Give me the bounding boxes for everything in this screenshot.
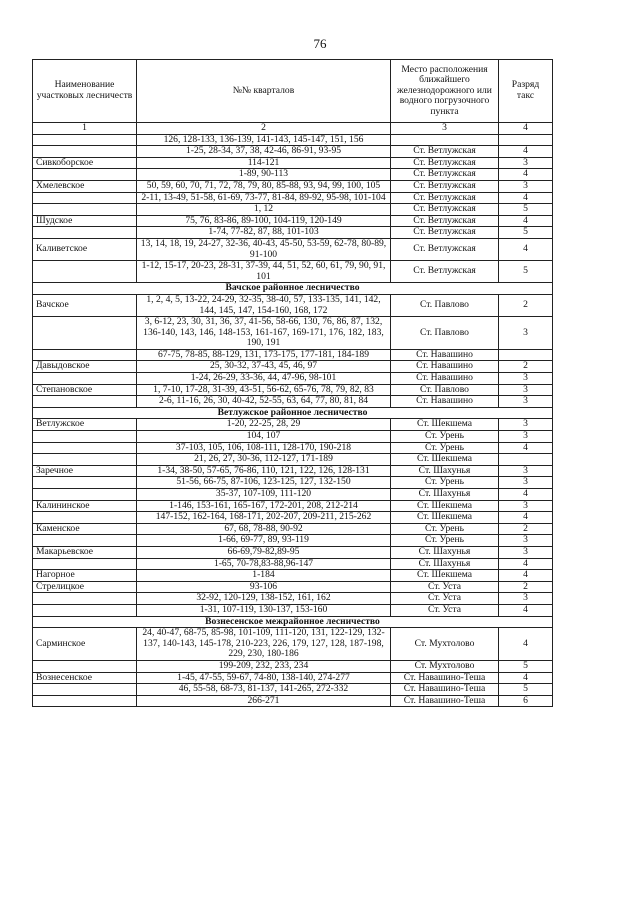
- quarters-cell: 1-184: [137, 570, 391, 582]
- quarters-cell: 1-146, 153-161, 165-167, 172-201, 208, 212-214: [137, 500, 391, 512]
- quarters-cell: 2-6, 11-16, 26, 30, 40-42, 52-55, 63, 64, 77, 80, 81, 84: [137, 396, 391, 408]
- loading-point-cell: Ст. Мухтолово: [391, 660, 499, 672]
- table-row: [33, 660, 553, 672]
- forestry-name-cell: [33, 512, 137, 524]
- loading-point-cell: Ст. Навашино-Теша: [391, 672, 499, 684]
- loading-point-cell: Ст. Ветлужская: [391, 157, 499, 169]
- table-row: [33, 294, 553, 316]
- forestry-name-cell: Каливетское: [33, 238, 137, 260]
- tax-rank-cell: [499, 134, 553, 146]
- quarters-cell: 1-31, 107-119, 130-137, 153-160: [137, 604, 391, 616]
- quarters-cell: 32-92, 120-129, 138-152, 161, 162: [137, 593, 391, 605]
- tax-rank-cell: 2: [499, 361, 553, 373]
- tax-rank-cell: 3: [499, 157, 553, 169]
- section-row: [33, 616, 553, 628]
- forestry-name-cell: [33, 695, 137, 707]
- tax-rank-cell: 4: [499, 192, 553, 204]
- forestry-name-cell: Макарьевское: [33, 546, 137, 558]
- col-number: 4: [499, 123, 553, 135]
- tax-rank-cell: 3: [499, 465, 553, 477]
- table-row: [33, 192, 553, 204]
- table-row: [33, 227, 553, 239]
- table-row: [33, 684, 553, 696]
- loading-point-cell: Ст. Ветлужская: [391, 215, 499, 227]
- forestry-name-cell: Калининское: [33, 500, 137, 512]
- tax-rank-cell: 3: [499, 373, 553, 385]
- tax-rank-cell: 3: [499, 419, 553, 431]
- forestry-name-cell: Ветлужское: [33, 419, 137, 431]
- tax-rank-cell: 3: [499, 180, 553, 192]
- loading-point-cell: Ст. Урень: [391, 431, 499, 443]
- section-title: Ветлужское районное лесничество: [33, 407, 553, 419]
- section-title: Вачское районное лесничество: [33, 283, 553, 295]
- tax-rank-cell: 4: [499, 169, 553, 181]
- loading-point-cell: Ст. Ветлужская: [391, 169, 499, 181]
- loading-point-cell: Ст. Шахунья: [391, 489, 499, 501]
- forestry-name-cell: [33, 431, 137, 443]
- quarters-cell: 1, 7-10, 17-28, 31-39, 43-51, 56-62, 65-76, 78, 79, 82, 83: [137, 384, 391, 396]
- table-row: [33, 500, 553, 512]
- forestry-name-cell: [33, 317, 137, 350]
- quarters-cell: 1-65, 70-78,83-88,96-147: [137, 558, 391, 570]
- forestry-name-cell: [33, 349, 137, 361]
- table-row: [33, 146, 553, 158]
- tax-rank-cell: 4: [499, 146, 553, 158]
- loading-point-cell: Ст. Павлово: [391, 294, 499, 316]
- forestry-name-cell: Вачское: [33, 294, 137, 316]
- loading-point-cell: Ст. Навашино-Теша: [391, 684, 499, 696]
- tax-rank-cell: 4: [499, 570, 553, 582]
- loading-point-cell: Ст. Навашино: [391, 349, 499, 361]
- table-row: [33, 373, 553, 385]
- quarters-cell: 104, 107: [137, 431, 391, 443]
- loading-point-cell: Ст. Уста: [391, 604, 499, 616]
- loading-point-cell: Ст. Ветлужская: [391, 227, 499, 239]
- table-row: [33, 628, 553, 661]
- table-row: [33, 454, 553, 466]
- forestry-name-cell: [33, 604, 137, 616]
- loading-point-cell: Ст. Ветлужская: [391, 192, 499, 204]
- forestry-name-cell: [33, 204, 137, 216]
- table-row: [33, 431, 553, 443]
- quarters-cell: 1-34, 38-50, 57-65, 76-86, 110, 121, 122, 126, 128-131: [137, 465, 391, 477]
- tax-rank-cell: 3: [499, 431, 553, 443]
- table-row: [33, 558, 553, 570]
- quarters-cell: 1-20, 22-25, 28, 29: [137, 419, 391, 431]
- tax-rank-cell: 3: [499, 500, 553, 512]
- forestry-name-cell: [33, 134, 137, 146]
- tax-rank-cell: 5: [499, 261, 553, 283]
- section-title: Вознесенское межрайонное лесничество: [33, 616, 553, 628]
- quarters-cell: 1-24, 26-29, 33-36, 44, 47-96, 98-101: [137, 373, 391, 385]
- section-row: [33, 407, 553, 419]
- table-row: [33, 396, 553, 408]
- quarters-cell: 93-106: [137, 581, 391, 593]
- forestry-name-cell: [33, 227, 137, 239]
- col-number: 2: [137, 123, 391, 135]
- quarters-cell: 1-74, 77-82, 87, 88, 101-103: [137, 227, 391, 239]
- tax-rank-cell: 3: [499, 396, 553, 408]
- quarters-cell: 67-75, 78-85, 88-129, 131, 173-175, 177-181, 184-189: [137, 349, 391, 361]
- table-row: [33, 477, 553, 489]
- loading-point-cell: Ст. Ветлужская: [391, 180, 499, 192]
- quarters-table: [32, 59, 553, 707]
- quarters-cell: 66-69,79-82,89-95: [137, 546, 391, 558]
- forestry-name-cell: Хмелевское: [33, 180, 137, 192]
- quarters-cell: 50, 59, 60, 70, 71, 72, 78, 79, 80, 85-88, 93, 94, 99, 100, 105: [137, 180, 391, 192]
- table-row: [33, 157, 553, 169]
- loading-point-cell: Ст. Шахунья: [391, 558, 499, 570]
- quarters-cell: 21, 26, 27, 30-36, 112-127, 171-189: [137, 454, 391, 466]
- quarters-cell: 75, 76, 83-86, 89-100, 104-119, 120-149: [137, 215, 391, 227]
- loading-point-cell: Ст. Урень: [391, 535, 499, 547]
- table-row: [33, 695, 553, 707]
- table-row: [33, 604, 553, 616]
- forestry-name-cell: Степановское: [33, 384, 137, 396]
- tax-rank-cell: 3: [499, 477, 553, 489]
- quarters-cell: 266-271: [137, 695, 391, 707]
- quarters-cell: 1-12, 15-17, 20-23, 28-31, 37-39, 44, 51, 52, 60, 61, 79, 90, 91, 101: [137, 261, 391, 283]
- quarters-cell: 114-121: [137, 157, 391, 169]
- forestry-name-cell: [33, 261, 137, 283]
- forestry-name-cell: Сарминское: [33, 628, 137, 661]
- quarters-cell: 46, 55-58, 68-73, 81-137, 141-265, 272-332: [137, 684, 391, 696]
- quarters-cell: 67, 68, 78-88, 90-92: [137, 523, 391, 535]
- quarters-cell: 199-209, 232, 233, 234: [137, 660, 391, 672]
- loading-point-cell: Ст. Ветлужская: [391, 238, 499, 260]
- loading-point-cell: Ст. Урень: [391, 477, 499, 489]
- forestry-name-cell: [33, 169, 137, 181]
- table-row: [33, 546, 553, 558]
- forestry-name-cell: [33, 146, 137, 158]
- tax-rank-cell: 4: [499, 238, 553, 260]
- page-number: 76: [313, 36, 327, 51]
- table-row: [33, 523, 553, 535]
- forestry-name-cell: [33, 373, 137, 385]
- table-row: [33, 535, 553, 547]
- quarters-cell: 1-89, 90-113: [137, 169, 391, 181]
- tax-rank-cell: 4: [499, 489, 553, 501]
- tax-rank-cell: 4: [499, 628, 553, 661]
- loading-point-cell: [391, 134, 499, 146]
- col-number: 1: [33, 123, 137, 135]
- table-row: [33, 489, 553, 501]
- forestry-name-cell: [33, 192, 137, 204]
- table-row: [33, 672, 553, 684]
- table-row: [33, 169, 553, 181]
- header-tax-rank: Разряд такс: [499, 60, 553, 123]
- forestry-name-cell: Вознесенское: [33, 672, 137, 684]
- loading-point-cell: Ст. Ветлужская: [391, 204, 499, 216]
- tax-rank-cell: 4: [499, 672, 553, 684]
- quarters-cell: 13, 14, 18, 19, 24-27, 32-36, 40-43, 45-50, 53-59, 62-78, 80-89, 91-100: [137, 238, 391, 260]
- forestry-name-cell: [33, 535, 137, 547]
- quarters-cell: 1-66, 69-77, 89, 93-119: [137, 535, 391, 547]
- loading-point-cell: Ст. Навашино-Теша: [391, 695, 499, 707]
- loading-point-cell: Ст. Мухтолово: [391, 628, 499, 661]
- col-number: 3: [391, 123, 499, 135]
- forestry-name-cell: [33, 684, 137, 696]
- quarters-cell: 35-37, 107-109, 111-120: [137, 489, 391, 501]
- table-row: [33, 238, 553, 260]
- tax-rank-cell: 5: [499, 227, 553, 239]
- loading-point-cell: Ст. Навашино: [391, 373, 499, 385]
- loading-point-cell: Ст. Уста: [391, 593, 499, 605]
- tax-rank-cell: 3: [499, 546, 553, 558]
- table-header-row: [33, 60, 553, 123]
- forestry-name-cell: [33, 442, 137, 454]
- forestry-name-cell: Нагорное: [33, 570, 137, 582]
- quarters-cell: 37-103, 105, 106, 108-111, 128-170, 190-218: [137, 442, 391, 454]
- tax-rank-cell: 3: [499, 384, 553, 396]
- quarters-cell: 147-152, 162-164, 168-171, 202-207, 209-211, 215-262: [137, 512, 391, 524]
- tax-rank-cell: 4: [499, 512, 553, 524]
- quarters-cell: 1, 12: [137, 204, 391, 216]
- loading-point-cell: Ст. Павлово: [391, 384, 499, 396]
- table-row: [33, 349, 553, 361]
- table-row: [33, 180, 553, 192]
- table-row: [33, 593, 553, 605]
- loading-point-cell: Ст. Шекшема: [391, 512, 499, 524]
- tax-rank-cell: 5: [499, 660, 553, 672]
- loading-point-cell: Ст. Павлово: [391, 317, 499, 350]
- quarters-cell: 51-56, 66-75, 87-106, 123-125, 127, 132-150: [137, 477, 391, 489]
- forestry-name-cell: Шудское: [33, 215, 137, 227]
- table-row: [33, 317, 553, 350]
- tax-rank-cell: 2: [499, 581, 553, 593]
- table-row: [33, 570, 553, 582]
- forestry-name-cell: Сивкоборское: [33, 157, 137, 169]
- loading-point-cell: Ст. Шекшема: [391, 454, 499, 466]
- table-row: [33, 215, 553, 227]
- loading-point-cell: Ст. Урень: [391, 442, 499, 454]
- tax-rank-cell: 3: [499, 535, 553, 547]
- forestry-name-cell: Заречное: [33, 465, 137, 477]
- tax-rank-cell: 6: [499, 695, 553, 707]
- header-forestry-name: Наименование участковых лесничеств: [33, 60, 137, 123]
- loading-point-cell: Ст. Шекшема: [391, 419, 499, 431]
- forestry-name-cell: [33, 660, 137, 672]
- quarters-cell: 2-11, 13-49, 51-58, 61-69, 73-77, 81-84, 89-92, 95-98, 101-104: [137, 192, 391, 204]
- tax-rank-cell: [499, 454, 553, 466]
- loading-point-cell: Ст. Урень: [391, 523, 499, 535]
- loading-point-cell: Ст. Шахунья: [391, 546, 499, 558]
- table-row: [33, 384, 553, 396]
- forestry-name-cell: Каменское: [33, 523, 137, 535]
- table-row: [33, 465, 553, 477]
- table-row: [33, 442, 553, 454]
- loading-point-cell: Ст. Навашино: [391, 396, 499, 408]
- table-row: [33, 204, 553, 216]
- tax-rank-cell: 2: [499, 294, 553, 316]
- tax-rank-cell: 4: [499, 442, 553, 454]
- tax-rank-cell: 4: [499, 558, 553, 570]
- quarters-cell: 1-25, 28-34, 37, 38, 42-46, 86-91, 93-95: [137, 146, 391, 158]
- loading-point-cell: Ст. Уста: [391, 581, 499, 593]
- tax-rank-cell: [499, 349, 553, 361]
- header-quarters: №№ кварталов: [137, 60, 391, 123]
- table-body: [33, 134, 553, 707]
- loading-point-cell: Ст. Ветлужская: [391, 261, 499, 283]
- loading-point-cell: Ст. Шахунья: [391, 465, 499, 477]
- loading-point-cell: Ст. Ветлужская: [391, 146, 499, 158]
- quarters-cell: 1-45, 47-55, 59-67, 74-80, 138-140, 274-277: [137, 672, 391, 684]
- tax-rank-cell: 4: [499, 604, 553, 616]
- table-number-row: [33, 123, 553, 135]
- forestry-name-cell: [33, 558, 137, 570]
- section-row: [33, 283, 553, 295]
- loading-point-cell: Ст. Шекшема: [391, 570, 499, 582]
- forestry-name-cell: [33, 477, 137, 489]
- header-loading-point: Место расположения ближайшего железнодорожного или водного погрузочного пункта: [391, 60, 499, 123]
- forestry-name-cell: Давыдовское: [33, 361, 137, 373]
- forestry-name-cell: Стрелицкое: [33, 581, 137, 593]
- tax-rank-cell: 5: [499, 684, 553, 696]
- forestry-name-cell: [33, 593, 137, 605]
- table-row: [33, 134, 553, 146]
- quarters-cell: 126, 128-133, 136-139, 141-143, 145-147, 151, 156: [137, 134, 391, 146]
- quarters-cell: 25, 30-32, 37-43, 45, 46, 97: [137, 361, 391, 373]
- table-row: [33, 419, 553, 431]
- tax-rank-cell: 3: [499, 593, 553, 605]
- table-row: [33, 361, 553, 373]
- quarters-cell: 1, 2, 4, 5, 13-22, 24-29, 32-35, 38-40, 57, 133-135, 141, 142, 144, 145, 147, 154-160, 168, 172: [137, 294, 391, 316]
- forestry-name-cell: [33, 396, 137, 408]
- tax-rank-cell: 4: [499, 215, 553, 227]
- loading-point-cell: Ст. Навашино: [391, 361, 499, 373]
- quarters-cell: 24, 40-47, 68-75, 85-98, 101-109, 111-120, 131, 122-129, 132-137, 140-143, 145-178, 210-223, 226, 179, 127, 128, 187-198, 229, 230, 180-186: [137, 628, 391, 661]
- tax-rank-cell: 3: [499, 317, 553, 350]
- forestry-name-cell: [33, 489, 137, 501]
- tax-rank-cell: 5: [499, 204, 553, 216]
- tax-rank-cell: 2: [499, 523, 553, 535]
- table-row: [33, 581, 553, 593]
- loading-point-cell: Ст. Шекшема: [391, 500, 499, 512]
- forestry-name-cell: [33, 454, 137, 466]
- table-row: [33, 512, 553, 524]
- quarters-cell: 3, 6-12, 23, 30, 31, 36, 37, 41-56, 58-66, 130, 76, 86, 87, 132, 136-140, 143, 146, 148-153, 161-167, 169-171, 176, 182, 183, 190, 191: [137, 317, 391, 350]
- table-row: [33, 261, 553, 283]
